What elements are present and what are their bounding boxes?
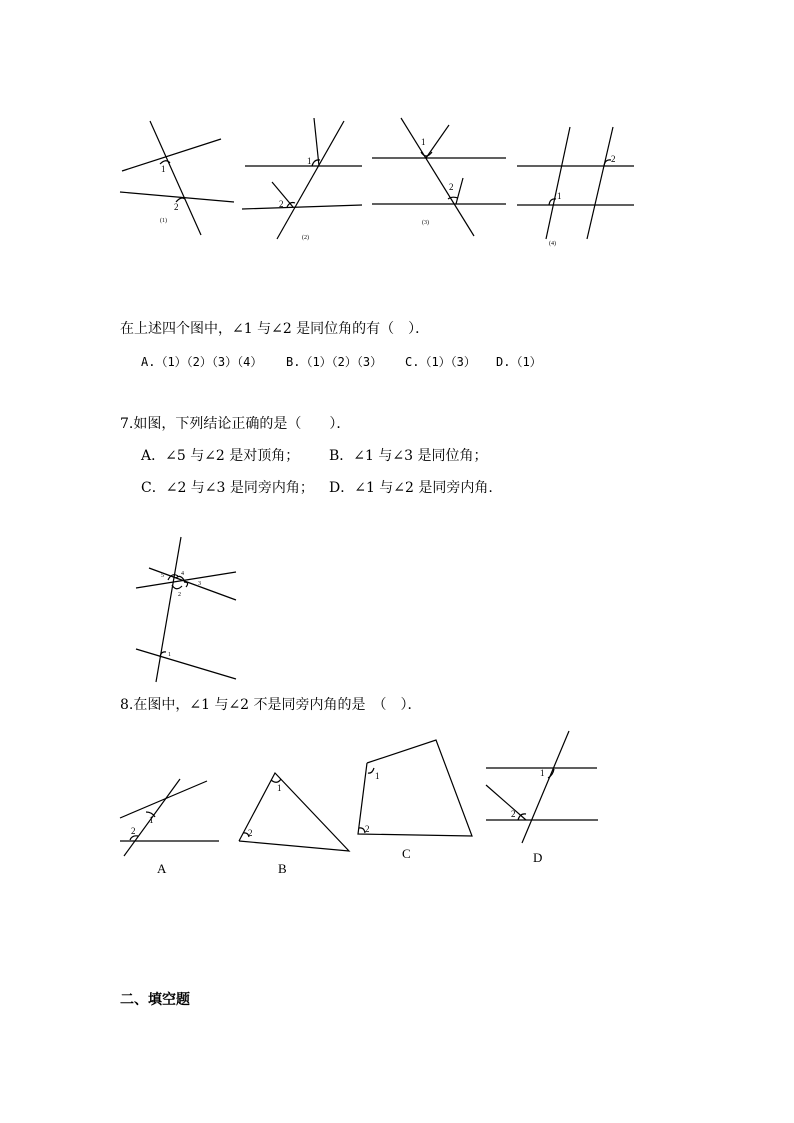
fig1-angle-2-label: 2 xyxy=(174,202,179,212)
fig2-caption: (2) xyxy=(302,235,309,241)
q8-caption-b: B xyxy=(278,861,287,876)
q8-caption-a: A xyxy=(157,861,167,876)
q8b-angle-1-label: 1 xyxy=(277,783,282,793)
fig1-angle-1-label: 1 xyxy=(161,164,166,174)
q7-angle-4-label: 4 xyxy=(181,571,184,577)
fig3-caption: (3) xyxy=(422,220,429,226)
q8d-angle-1-label: 1 xyxy=(540,768,545,778)
fig3-angle-1-label: 1 xyxy=(421,137,426,147)
q8a-angle-1-label: 1 xyxy=(149,815,154,825)
q6-option-b: B.（1）（2）（3） xyxy=(286,355,383,369)
fig1-caption: (1) xyxy=(160,218,167,224)
q8-caption-d: D xyxy=(533,850,543,865)
q7-option-b: B．∠1 与∠3 是同位角； xyxy=(329,448,488,464)
q8a-angle-2-label: 2 xyxy=(131,826,136,836)
q7-angle-3-label: 3 xyxy=(198,581,201,587)
q8-caption-c: C xyxy=(402,846,411,861)
q6-stem: 在上述四个图中，∠1 与∠2 是同位角的有（ ）． xyxy=(120,321,430,337)
q7-angle-5-label: 5 xyxy=(161,573,164,579)
q7-angle-1-label: 1 xyxy=(168,652,171,658)
q8-stem: 8.在图中，∠1 与∠2 不是同旁内角的是 （ ）． xyxy=(120,697,422,713)
q7-option-a: A．∠5 与∠2 是对顶角； xyxy=(141,448,300,464)
section-heading: 二、填空题 xyxy=(120,992,190,1008)
q8d-angle-2-label: 2 xyxy=(511,809,516,819)
fig4-angle-2-label: 2 xyxy=(611,154,616,164)
q8b-angle-2-label: 2 xyxy=(248,828,253,838)
q6-option-c: C.（1）（3） xyxy=(405,355,476,369)
q7-angle-2-label: 2 xyxy=(178,592,181,598)
fig2-angle-2-label: 2 xyxy=(279,199,284,209)
fig3-angle-2-label: 2 xyxy=(449,182,454,192)
q6-option-d: D.（1） xyxy=(496,355,542,369)
fig4-angle-1-label: 1 xyxy=(557,191,562,201)
fig2-angle-1-label: 1 xyxy=(307,156,312,166)
q7-option-d: D．∠1 与∠2 是同旁内角. xyxy=(329,480,493,496)
q8c-angle-1-label: 1 xyxy=(375,771,380,781)
q8c-angle-2-label: 2 xyxy=(365,824,370,834)
q7-option-c: C．∠2 与∠3 是同旁内角； xyxy=(141,480,314,496)
q7-stem: 7.如图，下列结论正确的是（ ）． xyxy=(120,416,351,432)
fig4-caption: (4) xyxy=(549,241,556,247)
q6-option-a: A.（1）（2）（3）（4） xyxy=(141,355,263,369)
